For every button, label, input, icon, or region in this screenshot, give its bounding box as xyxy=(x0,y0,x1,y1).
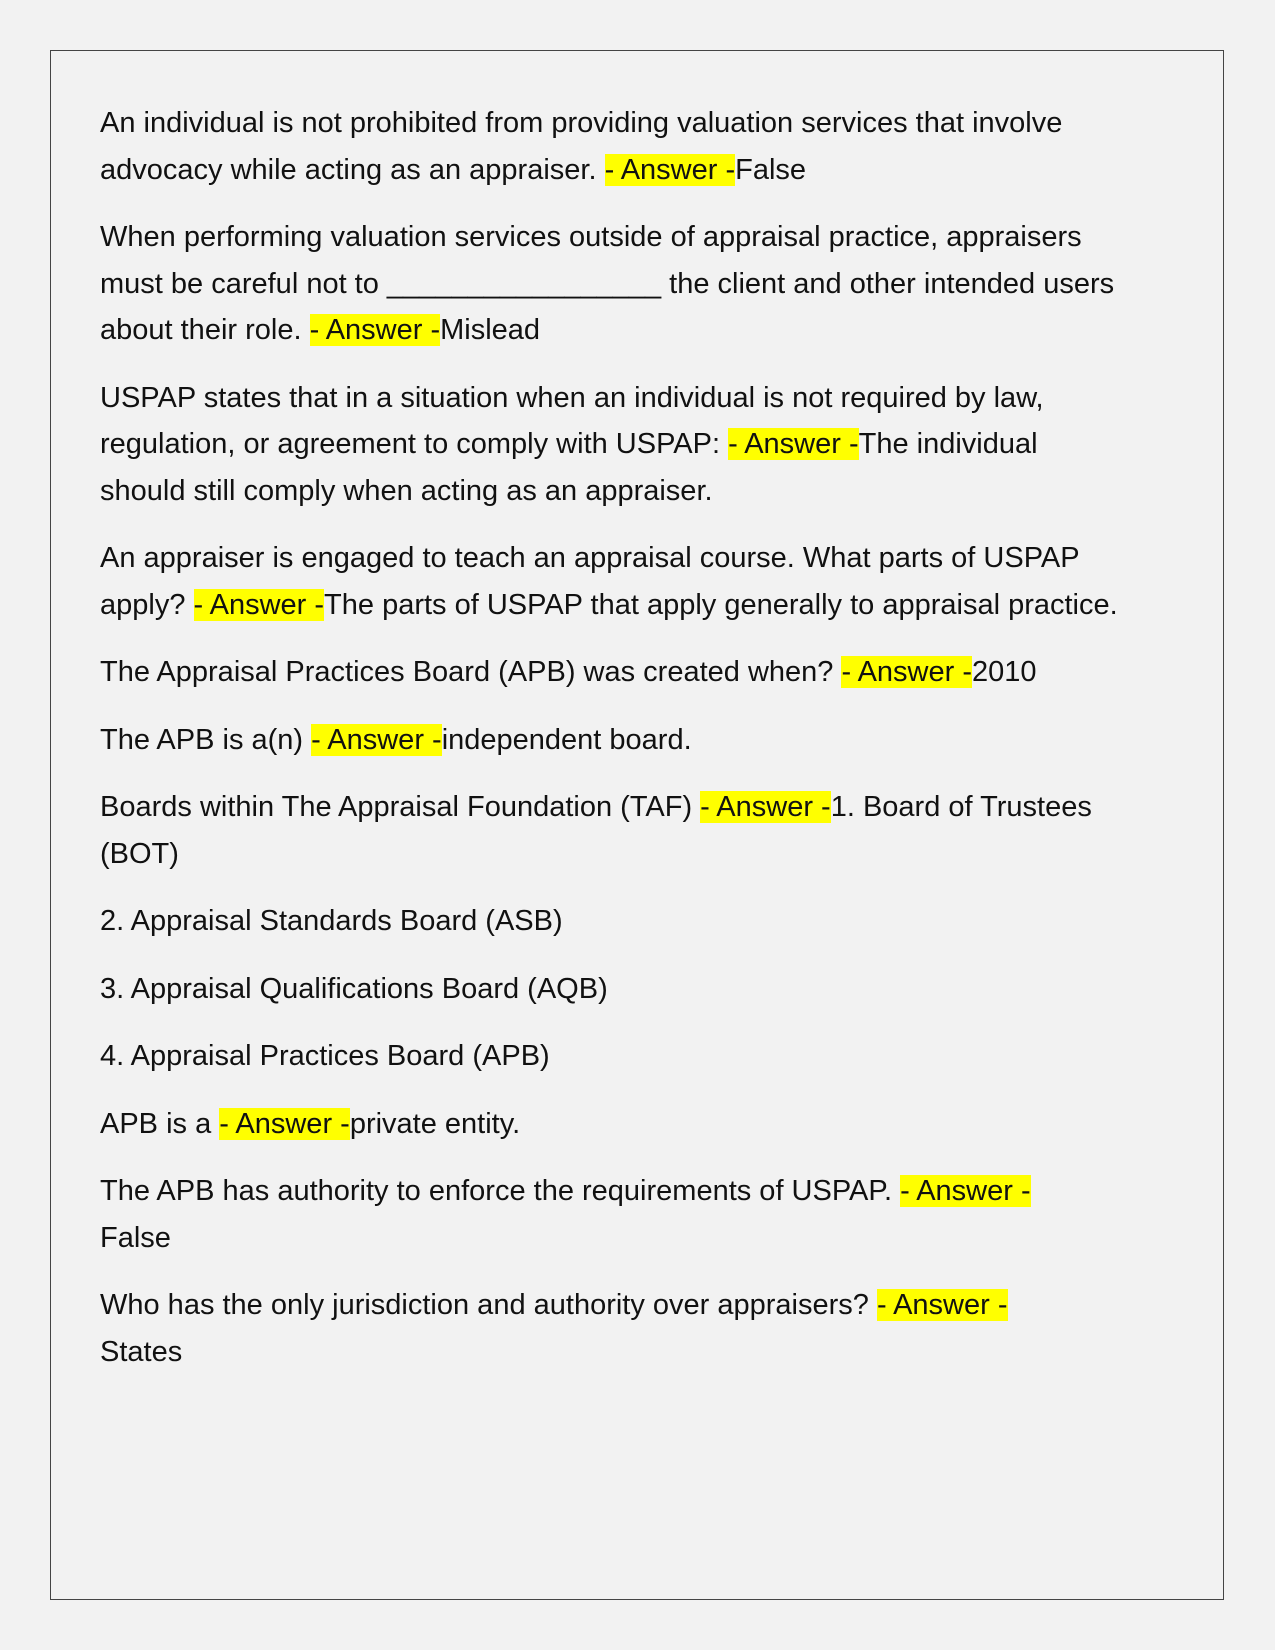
question-text: The APB has authority to enforce the requirements of USPAP. xyxy=(100,1175,901,1207)
answer-highlight: - Answer - xyxy=(311,723,442,756)
question-text: An individual is not prohibited from providing valuation services that involve advocacy while acting as an appraiser. xyxy=(100,107,1063,186)
qa-paragraph-4 xyxy=(100,535,1120,628)
question-text: USPAP states that in a situation when an individual is not required by law, regulation, or agreement to comply with USPAP: xyxy=(100,381,1044,460)
answer-text: 1. Board of Trustees (BOT) xyxy=(100,791,1092,870)
answer-highlight: - Answer - xyxy=(604,153,736,186)
answer-highlight: - Answer - xyxy=(309,314,441,346)
qa-paragraph-5 xyxy=(100,649,1120,696)
question-text: Boards within The Appraisal Foundation (TAF) xyxy=(100,791,701,823)
answer-text: False xyxy=(735,153,807,186)
answer-text: False xyxy=(100,1221,171,1254)
document-body xyxy=(100,100,1120,1396)
answer-highlight: - Answer - xyxy=(700,791,831,823)
question-text: Who has the only jurisdiction and authority over appraisers? xyxy=(100,1289,877,1321)
qa-paragraph-9 xyxy=(100,1168,1120,1261)
question-text: The Appraisal Practices Board (APB) was created when? xyxy=(100,656,842,688)
answer-highlight: - Answer - xyxy=(219,1107,350,1140)
question-text: An appraiser is engaged to teach an appraisal course. What parts of USPAP apply? xyxy=(100,542,1080,621)
qa-paragraph-10 xyxy=(100,1282,1120,1375)
answer-highlight: - Answer - xyxy=(900,1175,1031,1207)
qa-paragraph-6 xyxy=(100,717,1120,764)
answer-text: independent board. xyxy=(441,723,692,756)
qa-paragraph-2 xyxy=(100,214,1120,354)
answer-text: States xyxy=(100,1335,183,1368)
answer-text: private entity. xyxy=(349,1107,521,1140)
answer-highlight: - Answer - xyxy=(728,428,859,460)
answer-highlight: - Answer - xyxy=(841,656,972,688)
answer-text: Mislead xyxy=(440,314,541,346)
question-text: APB is a xyxy=(100,1107,220,1140)
answer-text: The parts of USPAP that apply generally to appraisal practice. xyxy=(324,588,1118,621)
answer-highlight: - Answer - xyxy=(193,588,325,621)
question-text: The APB is a(n) xyxy=(100,723,312,756)
qa-paragraph-1 xyxy=(100,100,1120,193)
answer-text: The individual should still comply when acting as an appraiser. xyxy=(100,428,1038,507)
qa-paragraph-3 xyxy=(100,375,1120,515)
board-list-line-4: 4. Appraisal Practices Board (APB) xyxy=(100,1040,550,1072)
answer-text: 2010 xyxy=(972,656,1037,688)
qa-paragraph-7 xyxy=(100,784,1120,877)
board-list-line-2: 2. Appraisal Standards Board (ASB) xyxy=(100,905,563,937)
answer-highlight: - Answer - xyxy=(876,1289,1008,1321)
qa-paragraph-8 xyxy=(100,1101,1120,1148)
board-list-line-3: 3. Appraisal Qualifications Board (AQB) xyxy=(100,972,608,1005)
question-text: When performing valuation services outside of appraisal practice, appraisers must be careful not to _________________ the client and other intended users about their role. xyxy=(100,221,1115,346)
